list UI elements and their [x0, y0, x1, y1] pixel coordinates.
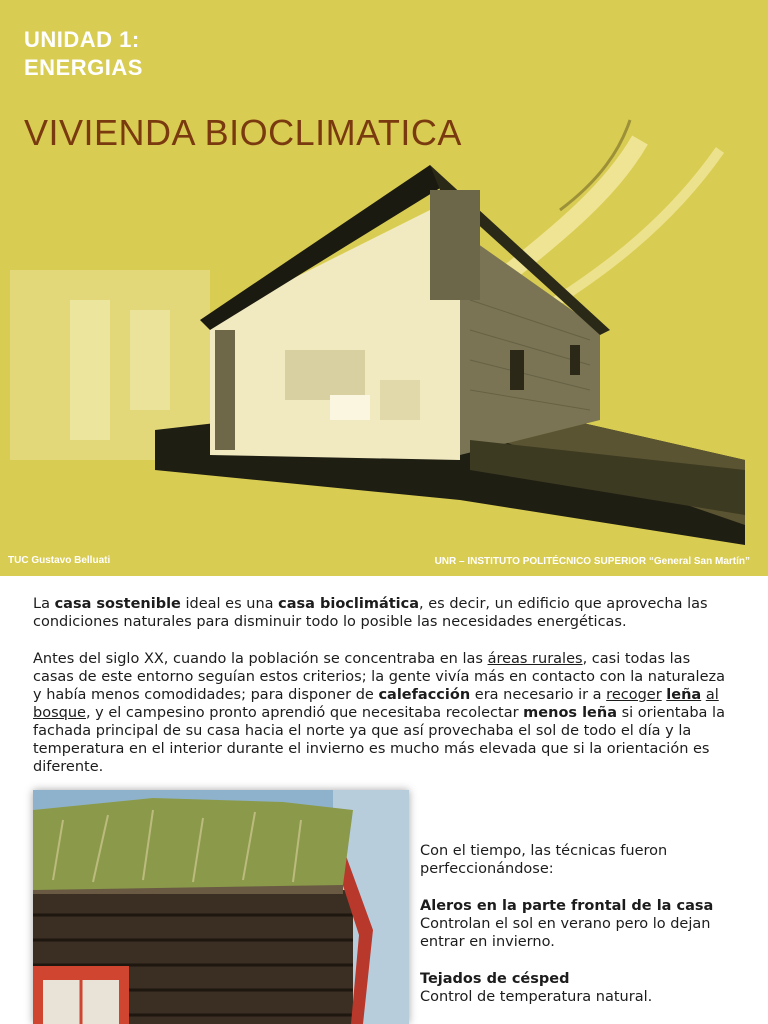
- term-bioclimatic-house: casa bioclimática: [278, 596, 420, 612]
- link-forest[interactable]: al bosque: [33, 687, 719, 721]
- page-title: VIVIENDA BIOCLIMATICA: [24, 112, 462, 153]
- text-run: , y el campesino pronto aprendió que necesitaba recolectar: [85, 705, 524, 721]
- text-run: era necesario ir a: [470, 687, 607, 703]
- text-run: , casi todas las casas de este entorno seguían estos criterios; la gente vivía más en contacto con la naturaleza y había menos comodidades; para disponer de: [33, 651, 725, 703]
- text-run: ideal es una: [180, 596, 279, 612]
- eaves-text: Controlan el sol en verano pero lo dejan entrar en invierno.: [420, 916, 711, 950]
- side-item-eaves: [420, 897, 740, 951]
- unit-topic: ENERGIAS: [24, 55, 143, 80]
- link-firewood[interactable]: leña: [666, 687, 702, 703]
- sod-roof-text: Control de temperatura natural.: [420, 989, 653, 1005]
- cabin-illustration: [33, 790, 409, 1024]
- term-heating: calefacción: [378, 687, 471, 703]
- eaves-title: Aleros en la parte frontal de la casa: [420, 898, 714, 914]
- text-run: La: [33, 596, 55, 612]
- history-paragraph: [33, 650, 733, 776]
- side-intro: Con el tiempo, las técnicas fueron perfeccionándose:: [420, 843, 668, 877]
- author-credit: TUC Gustavo Belluati: [8, 555, 111, 566]
- unit-heading: [24, 26, 143, 82]
- link-rural-areas[interactable]: áreas rurales: [487, 651, 583, 667]
- link-collect[interactable]: recoger: [606, 687, 662, 703]
- sod-roof-cabin-photo: [33, 790, 409, 1024]
- sod-roof-title: Tejados de césped: [420, 971, 570, 987]
- term-sustainable-house: casa sostenible: [54, 596, 181, 612]
- text-run: Antes del siglo XX, cuando la población se concentraba en las: [33, 651, 488, 667]
- text-run: si orientaba la fachada principal de su casa hacia el norte ya que así provechaba el sol de todo el día y la temperatura en el interior durante el invierno es mucho más elevada que si la orientación es diferente.: [33, 705, 725, 775]
- unit-number: UNIDAD 1:: [24, 27, 140, 52]
- text-run: , es decir, un edificio que aprovecha las condiciones naturales para disminuir todo lo posible las necesidades energéticas.: [33, 596, 708, 630]
- side-item-sod-roof: [420, 970, 740, 1006]
- term-less-firewood: menos leña: [523, 705, 617, 721]
- intro-paragraph: [33, 595, 733, 631]
- institution-credit: UNR – INSTITUTO POLITÉCNICO SUPERIOR “General San Martín”: [434, 556, 750, 567]
